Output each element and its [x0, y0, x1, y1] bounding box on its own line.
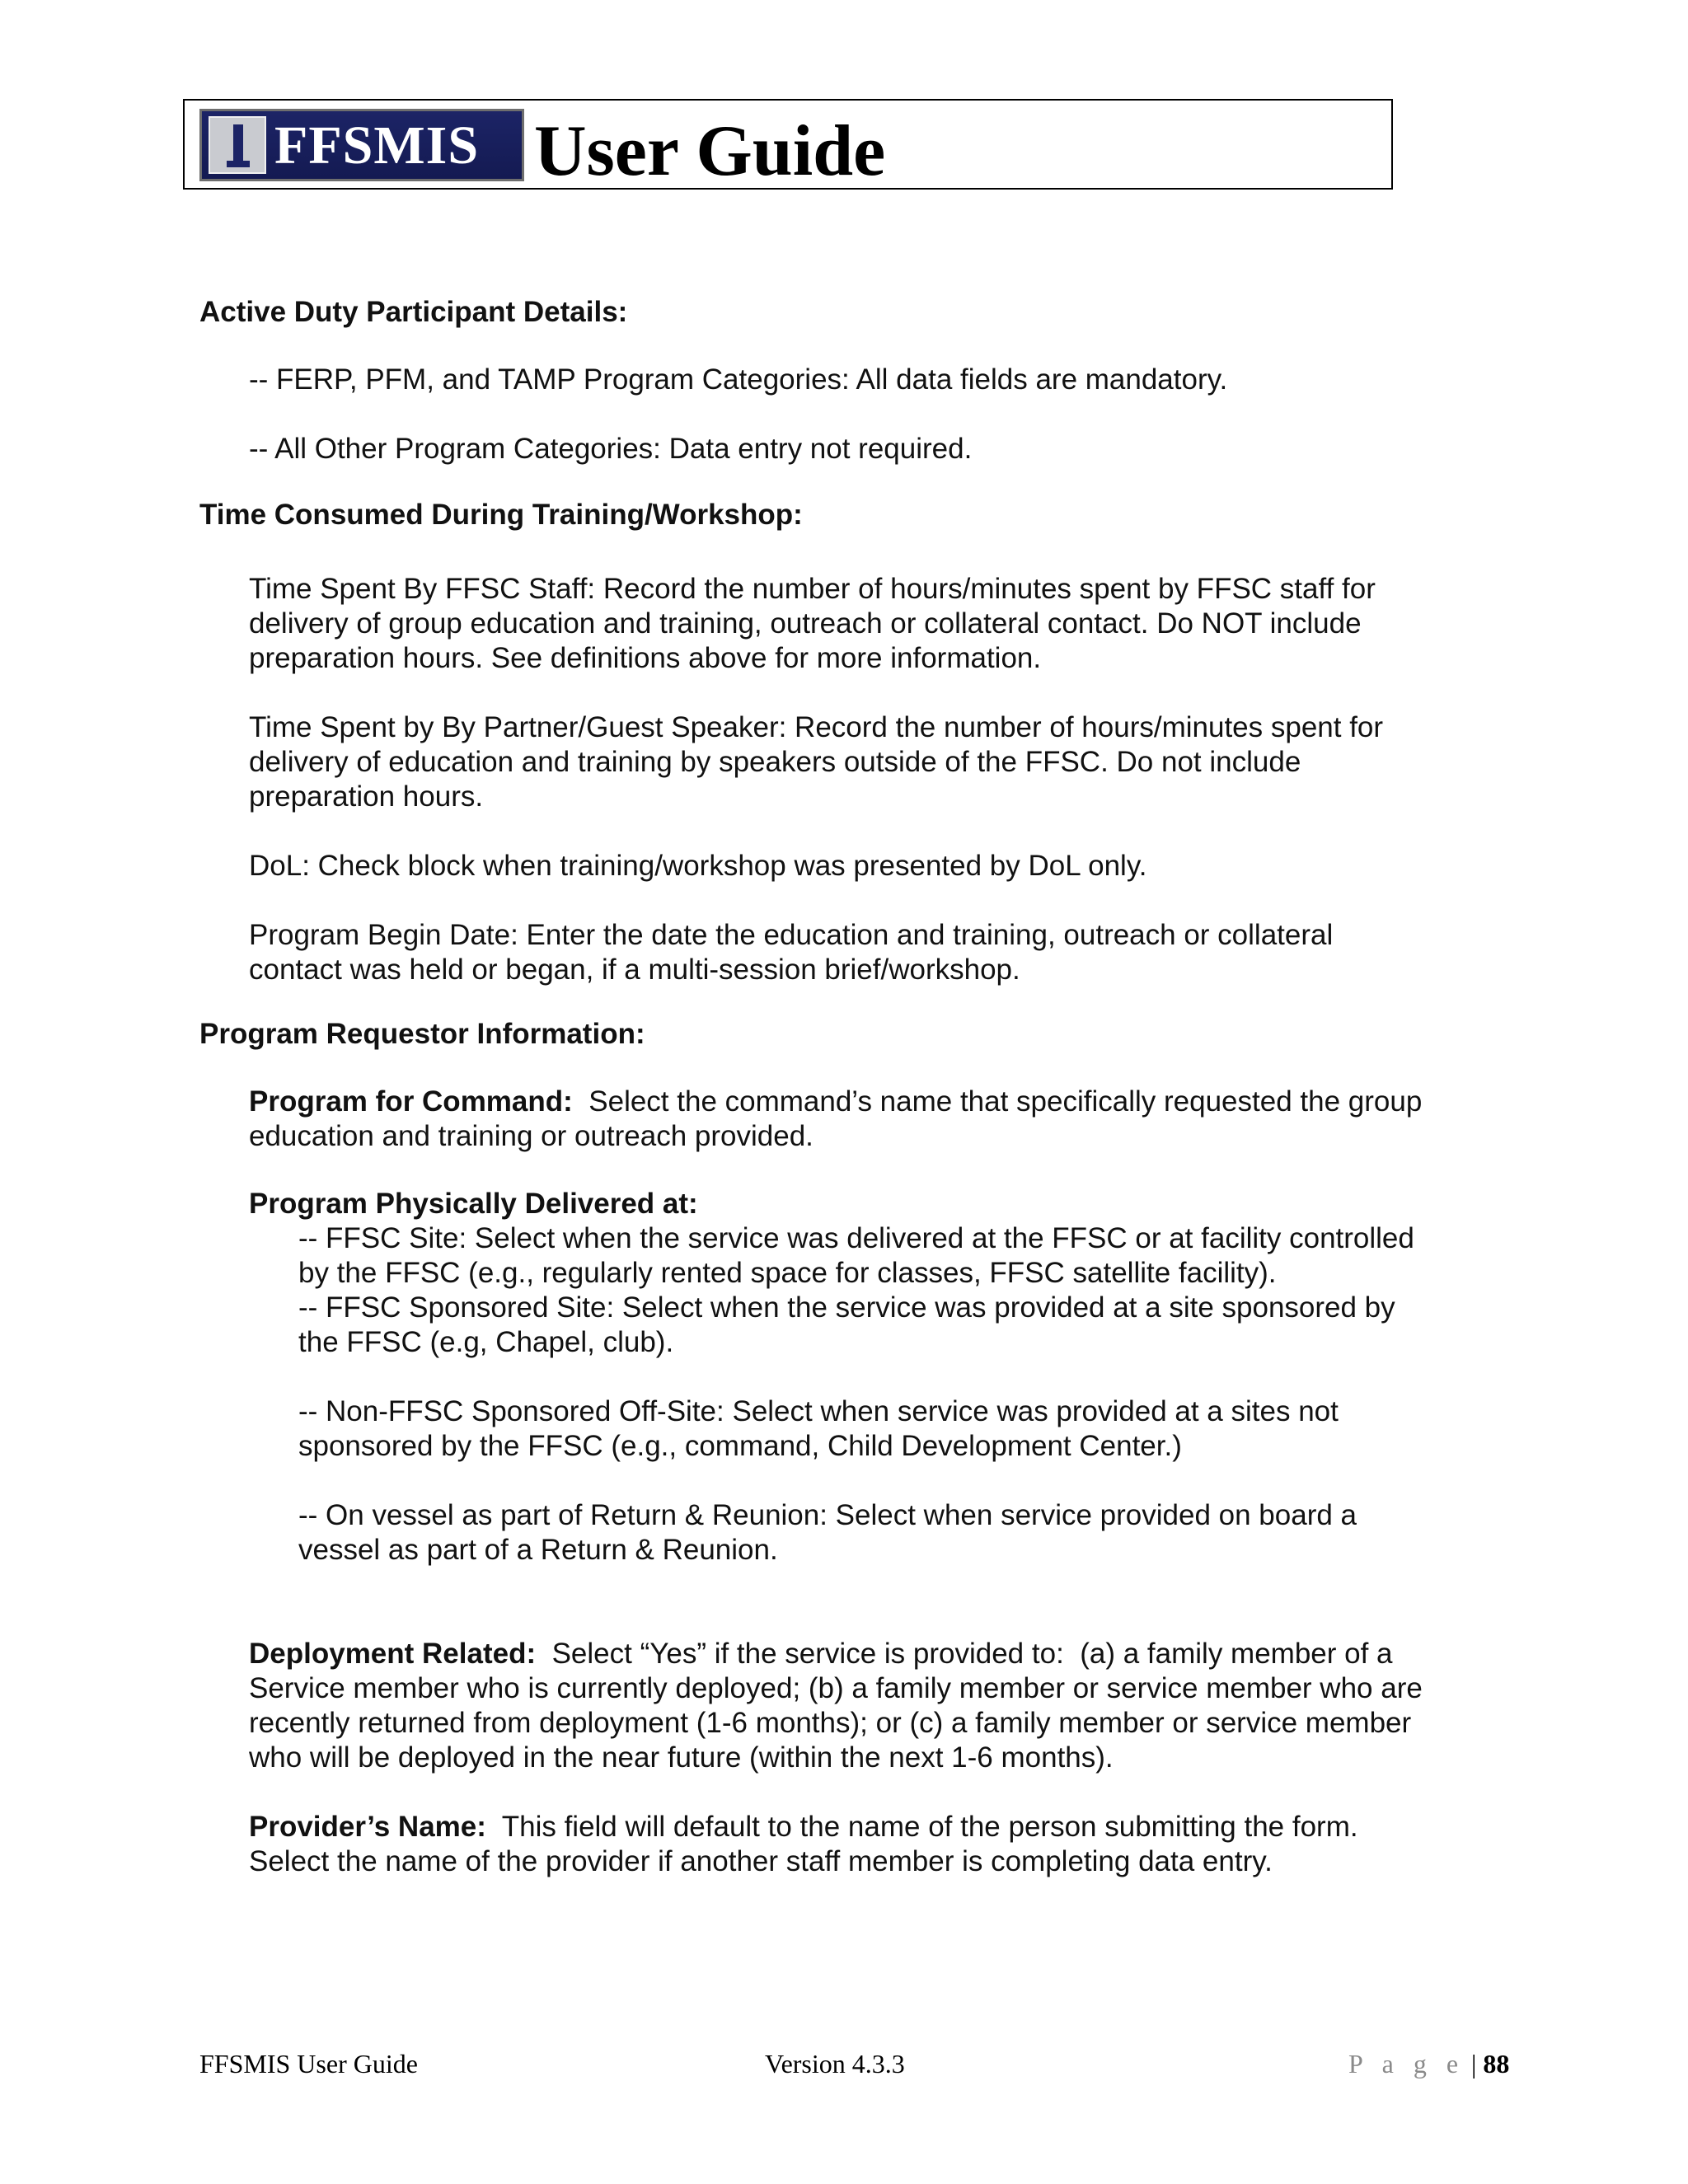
- text-line: Time Spent by By Partner/Guest Speaker: Record the number of hours/minutes spent for: [249, 711, 1384, 743]
- paragraph-other-categories: -- All Other Program Categories: Data entry not required.: [249, 433, 973, 465]
- text-line: Select the name of the provider if another staff member is completing data entry.: [249, 1845, 1273, 1877]
- paragraph-provider-name: [249, 1810, 1584, 1879]
- section-heading-active-duty: Active Duty Participant Details:: [199, 296, 628, 328]
- text-line: preparation hours. See definitions above for more information.: [249, 642, 1042, 674]
- paragraph-partner-time: [249, 710, 1584, 814]
- text-line: the FFSC (e.g, Chapel, club).: [298, 1326, 674, 1358]
- paragraph-dol: DoL: Check block when training/workshop was presented by DoL only.: [249, 850, 1147, 882]
- text-line: who will be deployed in the near future (within the next 1-6 months).: [249, 1741, 1114, 1774]
- page-label: P a g e: [1348, 2049, 1465, 2079]
- text-line: Time Spent By FFSC Staff: Record the number of hours/minutes spent by FFSC staff for: [249, 573, 1376, 605]
- text-line: vessel as part of a Return & Reunion.: [298, 1534, 778, 1566]
- text-line: delivery of education and training by speakers outside of the FFSC. Do not include: [249, 746, 1301, 778]
- page-header: [183, 99, 1393, 190]
- label-program-delivered: Program Physically Delivered at:: [249, 1188, 698, 1220]
- label-deployment-related: Deployment Related:: [249, 1638, 537, 1670]
- text-line: education and training or outreach provided.: [249, 1120, 814, 1152]
- label-provider-name: Provider’s Name:: [249, 1811, 486, 1843]
- paragraph-program-for-command: [249, 1085, 1584, 1154]
- logo-text: FFSMIS: [274, 115, 480, 176]
- footer-version: Version 4.3.3: [765, 2049, 905, 2079]
- section-heading-time-consumed: Time Consumed During Training/Workshop:: [199, 499, 803, 531]
- paragraph-non-ffsc-site: [298, 1394, 1518, 1464]
- text-line: -- FFSC Sponsored Site: Select when the service was provided at a site sponsored by: [298, 1291, 1395, 1324]
- lighthouse-icon: [209, 116, 266, 174]
- paragraph-vessel: [298, 1498, 1518, 1568]
- text-line: -- FFSC Site: Select when the service was delivered at the FFSC or at facility controlled: [298, 1222, 1414, 1254]
- text-line: recently returned from deployment (1-6 months); or (c) a family member or service member: [249, 1707, 1412, 1739]
- text-line: sponsored by the FFSC (e.g., command, Child Development Center.): [298, 1430, 1182, 1462]
- page-separator: |: [1465, 2049, 1484, 2079]
- text-line: by the FFSC (e.g., regularly rented space for classes, FFSC satellite facility).: [298, 1257, 1277, 1289]
- text-line: -- Non-FFSC Sponsored Off-Site: Select when service was provided at a sites not: [298, 1395, 1339, 1427]
- text-span: Select “Yes” if the service is provided to: (a) a family member of a: [536, 1638, 1393, 1670]
- header-title: User Guide: [534, 111, 886, 191]
- label-program-for-command: Program for Command:: [249, 1085, 573, 1118]
- footer-page: [1348, 2047, 1509, 2080]
- ffsmis-logo: [199, 109, 524, 181]
- text-line: contact was held or began, if a multi-session brief/workshop.: [249, 954, 1020, 986]
- text-line: Program Begin Date: Enter the date the education and training, outreach or collateral: [249, 919, 1334, 951]
- paragraph-deployment-related: [249, 1637, 1584, 1775]
- text-line: Service member who is currently deployed; (b) a family member or service member who are: [249, 1672, 1423, 1704]
- text-line: -- On vessel as part of Return & Reunion: Select when service provided on board a: [298, 1499, 1357, 1531]
- text-line: preparation hours.: [249, 780, 484, 813]
- footer-left: FFSMIS User Guide: [199, 2049, 418, 2079]
- paragraph-staff-time: [249, 572, 1584, 676]
- paragraph-begin-date: [249, 918, 1584, 987]
- text-span: Select the command’s name that specifically requested the group: [572, 1085, 1423, 1118]
- page-number: 88: [1483, 2049, 1510, 2079]
- paragraph-ferp: -- FERP, PFM, and TAMP Program Categories: All data fields are mandatory.: [249, 363, 1228, 396]
- text-span: This field will default to the name of the person submitting the form.: [485, 1811, 1358, 1843]
- paragraph-site-options: [298, 1221, 1518, 1360]
- section-heading-requestor: Program Requestor Information:: [199, 1018, 645, 1050]
- text-line: delivery of group education and training, outreach or collateral contact. Do NOT include: [249, 607, 1362, 640]
